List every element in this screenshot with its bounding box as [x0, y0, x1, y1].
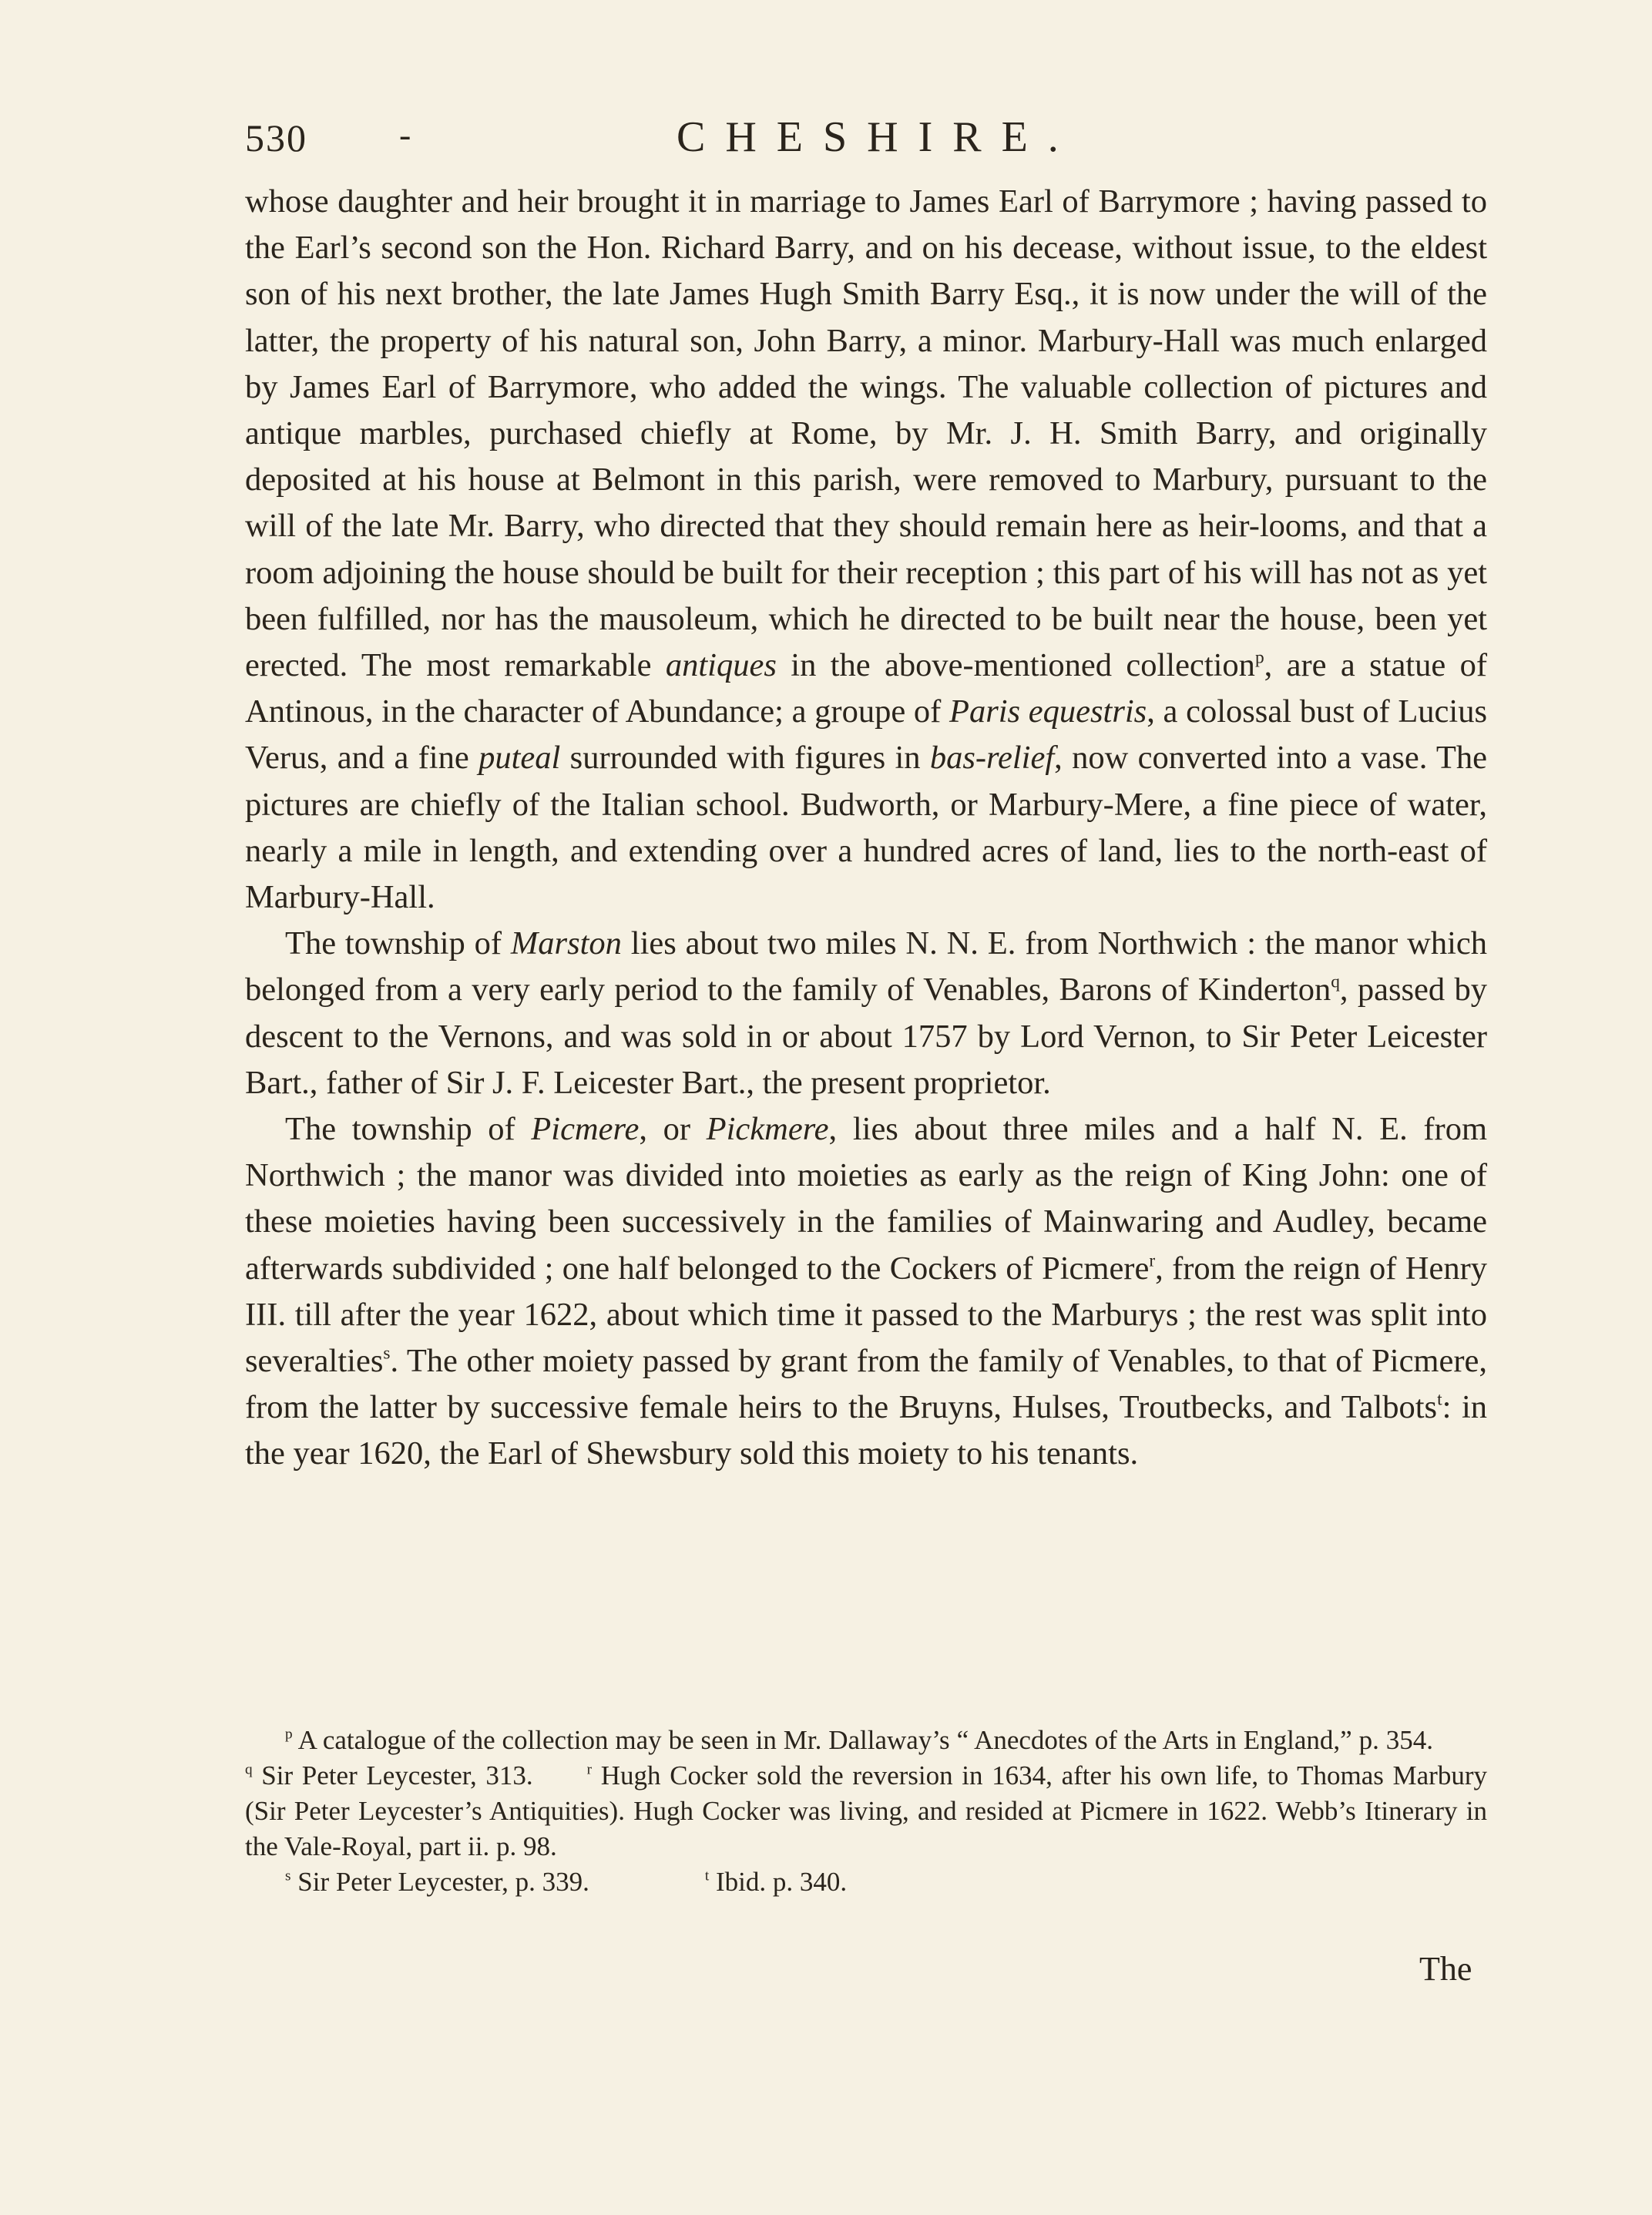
footnote-r-text: Hugh Cocker sold the reversion in 1634, after his own life, to Thomas Marbury (Sir Peter Leycester’s Antiquities). Hugh Cocker was living, and resided at Picmere in 1622. Webb’s Itinerary in the Vale-Royal, part ii. p. 98. [245, 1760, 1487, 1861]
italic-text: puteal [478, 740, 561, 777]
footnote-mark-t: t [704, 1868, 710, 1884]
page-number: 530 [245, 116, 307, 159]
text-span: , lies about three miles and a half N. E. from Northwich ; the manor was divided into moieties as early as the reign of King John: one of these moieties having been successively in the families of Mainwaring and Audley, became afterwards subdivided ; one half belonged to the Cockers of Picmere [245, 1111, 1487, 1287]
italic-text: Paris equestris [949, 693, 1147, 730]
text-span: The township of [285, 925, 511, 962]
italic-text: antiques [665, 647, 777, 684]
running-title: CHESHIRE. [677, 113, 1079, 161]
footnote-ref-s: s [383, 1343, 391, 1364]
footnote-ref-q: q [1331, 972, 1340, 993]
paragraph-marston [245, 921, 1487, 1106]
footnotes [245, 1723, 1487, 1900]
footnote-ref-p: p [1254, 647, 1264, 668]
footnote-q-text: Sir Peter Leycester, 313. [261, 1760, 533, 1790]
catchword: The [1419, 1950, 1472, 1988]
text-span: : in the year 1620, the Earl of Shewsbury sold this moiety to his tenants. [245, 1389, 1487, 1472]
italic-text: Marston [510, 925, 622, 962]
text-span: , a colossal bust of Lucius Verus, and a fine [245, 693, 1487, 777]
footnote-mark-s: s [285, 1868, 291, 1884]
italic-text: bas-relief [929, 740, 1055, 777]
footnote-mark-q: q [245, 1761, 253, 1778]
footnote-mark-r: r [586, 1761, 593, 1778]
body-text [245, 179, 1487, 1478]
italic-text: Pickmere [706, 1111, 829, 1148]
paragraph-picmere [245, 1106, 1487, 1478]
paragraph-marbury [245, 179, 1487, 921]
footnote-t-text: Ibid. p. 340. [716, 1867, 848, 1897]
footnote-p-text: A catalogue of the collection may be seen in Mr. Dallaway’s “ Anecdotes of the Arts in England,” p. 354. [297, 1725, 1433, 1755]
header-dash: - [399, 115, 411, 154]
text-span: , now converted into a vase. The pictures are chiefly of the Italian school. Budworth, or Marbury-Mere, a fine piece of water, nearly a mile in length, and extending over a hundred acres of land, lies to the north-east of Marbury-Hall. [245, 740, 1488, 916]
page-header [245, 108, 1487, 169]
text-span: , passed by descent to the Vernons, and was sold in or about 1757 by Lord Vernon, to Sir Peter Leicester Bart., father of Sir J. F. Leicester Bart., the present proprietor. [245, 972, 1487, 1101]
text-span: surrounded with figures in [560, 740, 930, 777]
footnote-mark-p: p [285, 1726, 293, 1743]
text-span: lies about two miles N. N. E. from Northwich : the manor which belonged from a very early period to the family of Venables, Barons of Kinderton [245, 925, 1487, 1008]
footnote-ref-r: r [1149, 1250, 1156, 1271]
text-span: , are a statue of Antinous, in the character of Abundance; a groupe of [245, 647, 1487, 730]
footnote-s-text: Sir Peter Leycester, p. 339. [297, 1867, 589, 1897]
footnotes-block-1 [245, 1723, 1487, 1864]
text-span: , from the reign of Henry III. till after the year 1622, about which time it passed to the Marburys ; the rest was split into severalties [245, 1250, 1487, 1380]
text-span: whose daughter and heir brought it in marriage to James Earl of Barrymore ; having passed to the Earl’s second son the Hon. Richard Barry, and on his decease, without issue, to the eldest son of his next brother, the late James Hugh Smith Barry Esq., it is now under the will of the latter, the property of his natural son, John Barry, a minor. Marbury-Hall was much enlarged by James Earl of Barrymore, who added the wings. The valuable collection of pictures and antique marbles, purchased chiefly at Rome, by Mr. J. H. Smith Barry, and originally deposited at his house at Belmont in this parish, were removed to Marbury, pursuant to the will of the late Mr. Barry, who directed that they should remain here as heir-looms, and that a room adjoining the house should be built for their reception ; this part of his will has not as yet been fulfilled, nor has the mausoleum, which he directed to be built near the house, been yet erected. The most remarkable [245, 183, 1487, 684]
footnotes-block-2 [245, 1864, 1487, 1900]
text-span: , or [639, 1111, 707, 1148]
text-span: The township of [285, 1111, 532, 1148]
text-span: . The other moiety passed by grant from the family of Venables, to that of Picmere, from the latter by successive female heirs to the Bruyns, Hulses, Troutbecks, and Talbots [245, 1343, 1487, 1426]
footnote-ref-t: t [1437, 1389, 1442, 1410]
italic-text: Picmere [531, 1111, 640, 1148]
text-span: in the above-mentioned collection [776, 647, 1255, 684]
